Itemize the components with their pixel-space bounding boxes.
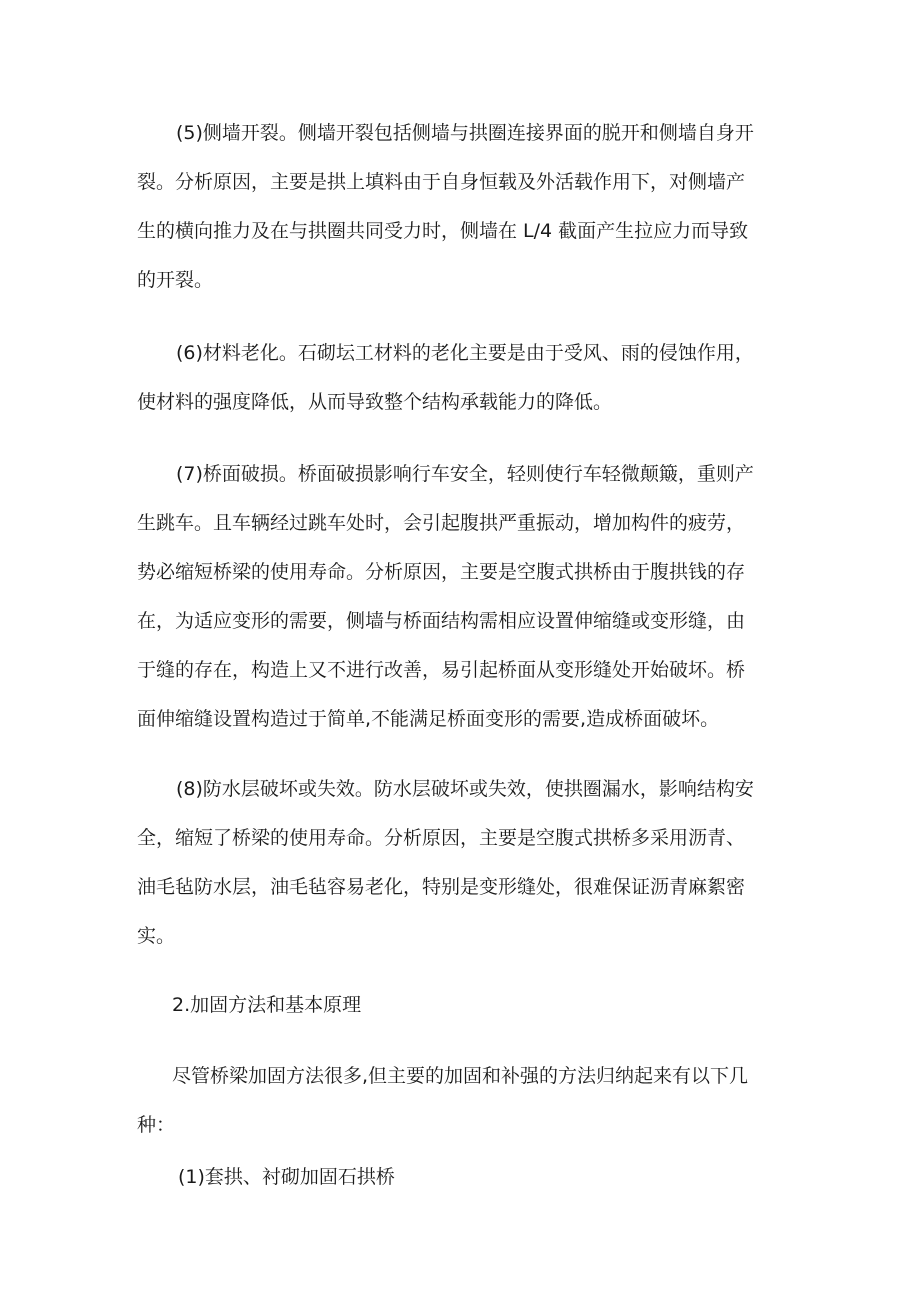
intro-line-1: 尽管桥梁加固方法很多,但主要的加固和补强的方法归纳起来有以下几 xyxy=(172,1065,749,1087)
paragraph-5-line-1: (5)侧墙开裂。侧墙开裂包括侧墙与拱圈连接界面的脱开和侧墙自身开 xyxy=(176,122,754,144)
method-item-1: (1)套拱、衬砌加固石拱桥 xyxy=(178,1166,395,1188)
paragraph-6-line-2: 使材料的强度降低，从而导致整个结构承载能力的降低。 xyxy=(137,391,613,413)
paragraph-5-line-4: 的开裂。 xyxy=(137,269,214,291)
section-heading: 2.加固方法和基本原理 xyxy=(172,994,362,1016)
paragraph-8-line-2: 全，缩短了桥梁的使用寿命。分析原因，主要是空腹式拱桥多采用沥青、 xyxy=(137,827,746,849)
paragraph-7-line-4: 在，为适应变形的需要，侧墙与桥面结构需相应设置伸缩缝或变形缝，由 xyxy=(137,610,746,632)
paragraph-7-line-5: 于缝的存在，构造上又不进行改善，易引起桥面从变形缝处开始破坏。桥 xyxy=(137,659,746,681)
intro-line-2: 种： xyxy=(137,1114,176,1136)
paragraph-7-line-3: 势必缩短桥梁的使用寿命。分析原因，主要是空腹式拱桥由于腹拱钱的存 xyxy=(137,561,746,583)
paragraph-5-line-2: 裂。分析原因，主要是拱上填料由于自身恒载及外活载作用下，对侧墙产 xyxy=(137,171,746,193)
paragraph-5-line-3: 生的横向推力及在与拱圈共同受力时，侧墙在 L/4 截面产生拉应力而导致 xyxy=(137,220,749,242)
paragraph-7-line-1: (7)桥面破损。桥面破损影响行车安全，轻则使行车轻微颠簸，重则产 xyxy=(176,463,754,485)
paragraph-8-line-1: (8)防水层破坏或失效。防水层破坏或失效，使拱圈漏水，影响结构安 xyxy=(176,778,754,800)
paragraph-7-line-6: 面伸缩缝设置构造过于简单,不能满足桥面变形的需要,造成桥面破坏。 xyxy=(137,708,720,730)
paragraph-8-line-3: 油毛毡防水层，油毛毡容易老化，特别是变形缝处，很难保证沥青麻絮密 xyxy=(137,876,746,898)
paragraph-6-line-1: (6)材料老化。石砌坛工材料的老化主要是由于受风、雨的侵蚀作用， xyxy=(176,342,754,364)
paragraph-7-line-2: 生跳车。且车辆经过跳车处时，会引起腹拱严重振动，增加构件的疲劳， xyxy=(137,512,746,534)
paragraph-8-line-4: 实。 xyxy=(137,925,176,947)
